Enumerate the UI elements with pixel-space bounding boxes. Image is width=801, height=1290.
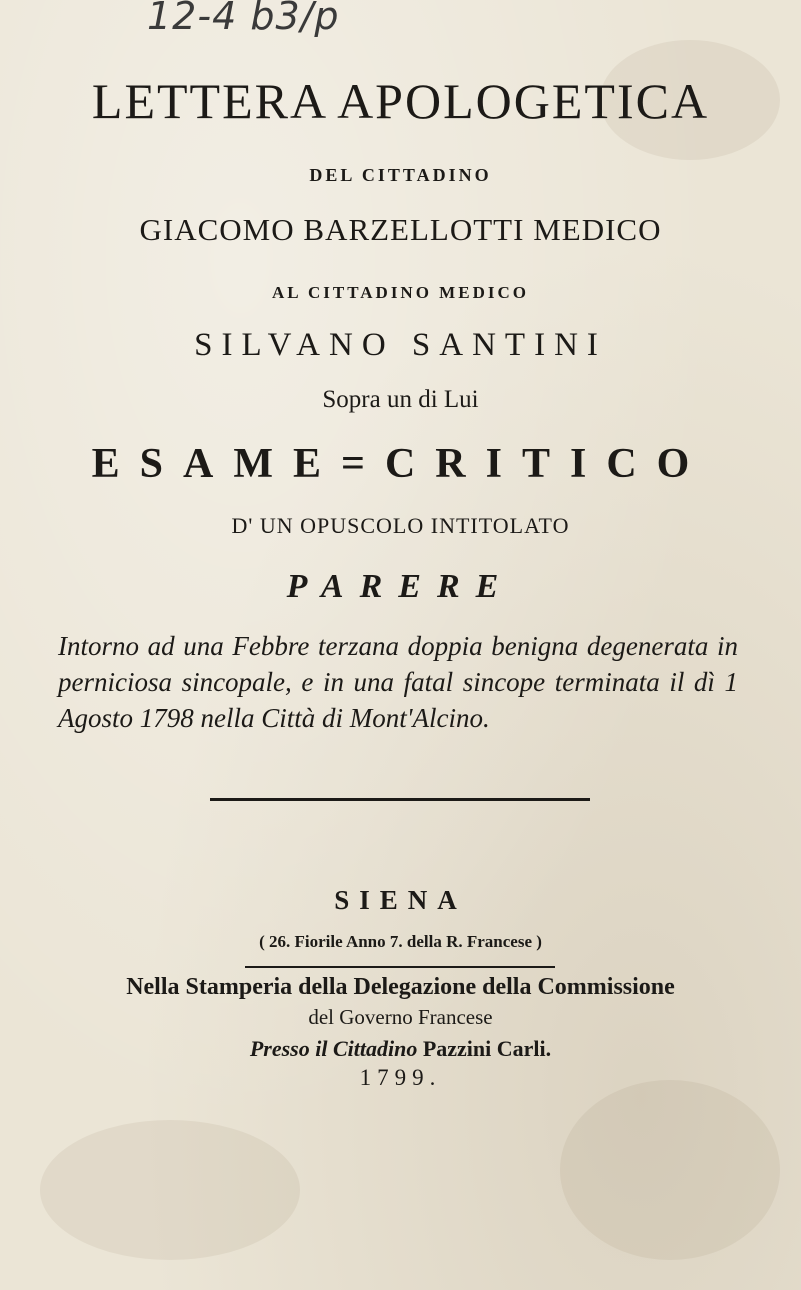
divider-rule	[210, 798, 590, 801]
handwritten-shelfmark: 12-4 b3/p	[147, 0, 340, 38]
printer-line-1: Nella Stamperia della Delegazione della Commissione	[126, 974, 675, 1000]
publisher-names: Pazzini Carli.	[422, 1036, 552, 1061]
author-name: GIACOMO BARZELLOTTI MEDICO	[139, 212, 662, 247]
city-name: SIENA	[334, 885, 467, 915]
paper-stain	[40, 1120, 300, 1260]
republican-date: ( 26. Fiorile Anno 7. della R. Francese )	[259, 932, 542, 951]
publication-year: 1799.	[359, 1065, 442, 1090]
subtitle-paragraph: Intorno ad una Febbre terzana doppia benigna degenerata in perniciosa sincopale, e in una fatal sincope terminata il dì 1 Agosto 1798 nella Città di Mont'Alcino.	[58, 631, 738, 733]
sopra-line: Sopra un di Lui	[322, 386, 479, 413]
divider-rule-small	[245, 966, 555, 968]
paper-stain	[560, 1080, 780, 1260]
publisher-prefix: Presso il Cittadino	[249, 1036, 418, 1061]
al-line: AL CITTADINO MEDICO	[272, 283, 529, 302]
main-title: LETTERA APOLOGETICA	[91, 73, 710, 129]
printer-line-2: del Governo Francese	[308, 1005, 493, 1029]
opuscolo-line: D' UN OPUSCOLO INTITOLATO	[231, 513, 570, 538]
recipient-name: SILVANO SANTINI	[194, 327, 607, 363]
esame-critico-heading: ESAME=CRITICO	[91, 441, 710, 487]
publisher-line	[0, 1036, 801, 1062]
parere-heading: PARERE	[286, 568, 515, 605]
del-line: DEL CITTADINO	[309, 165, 492, 185]
